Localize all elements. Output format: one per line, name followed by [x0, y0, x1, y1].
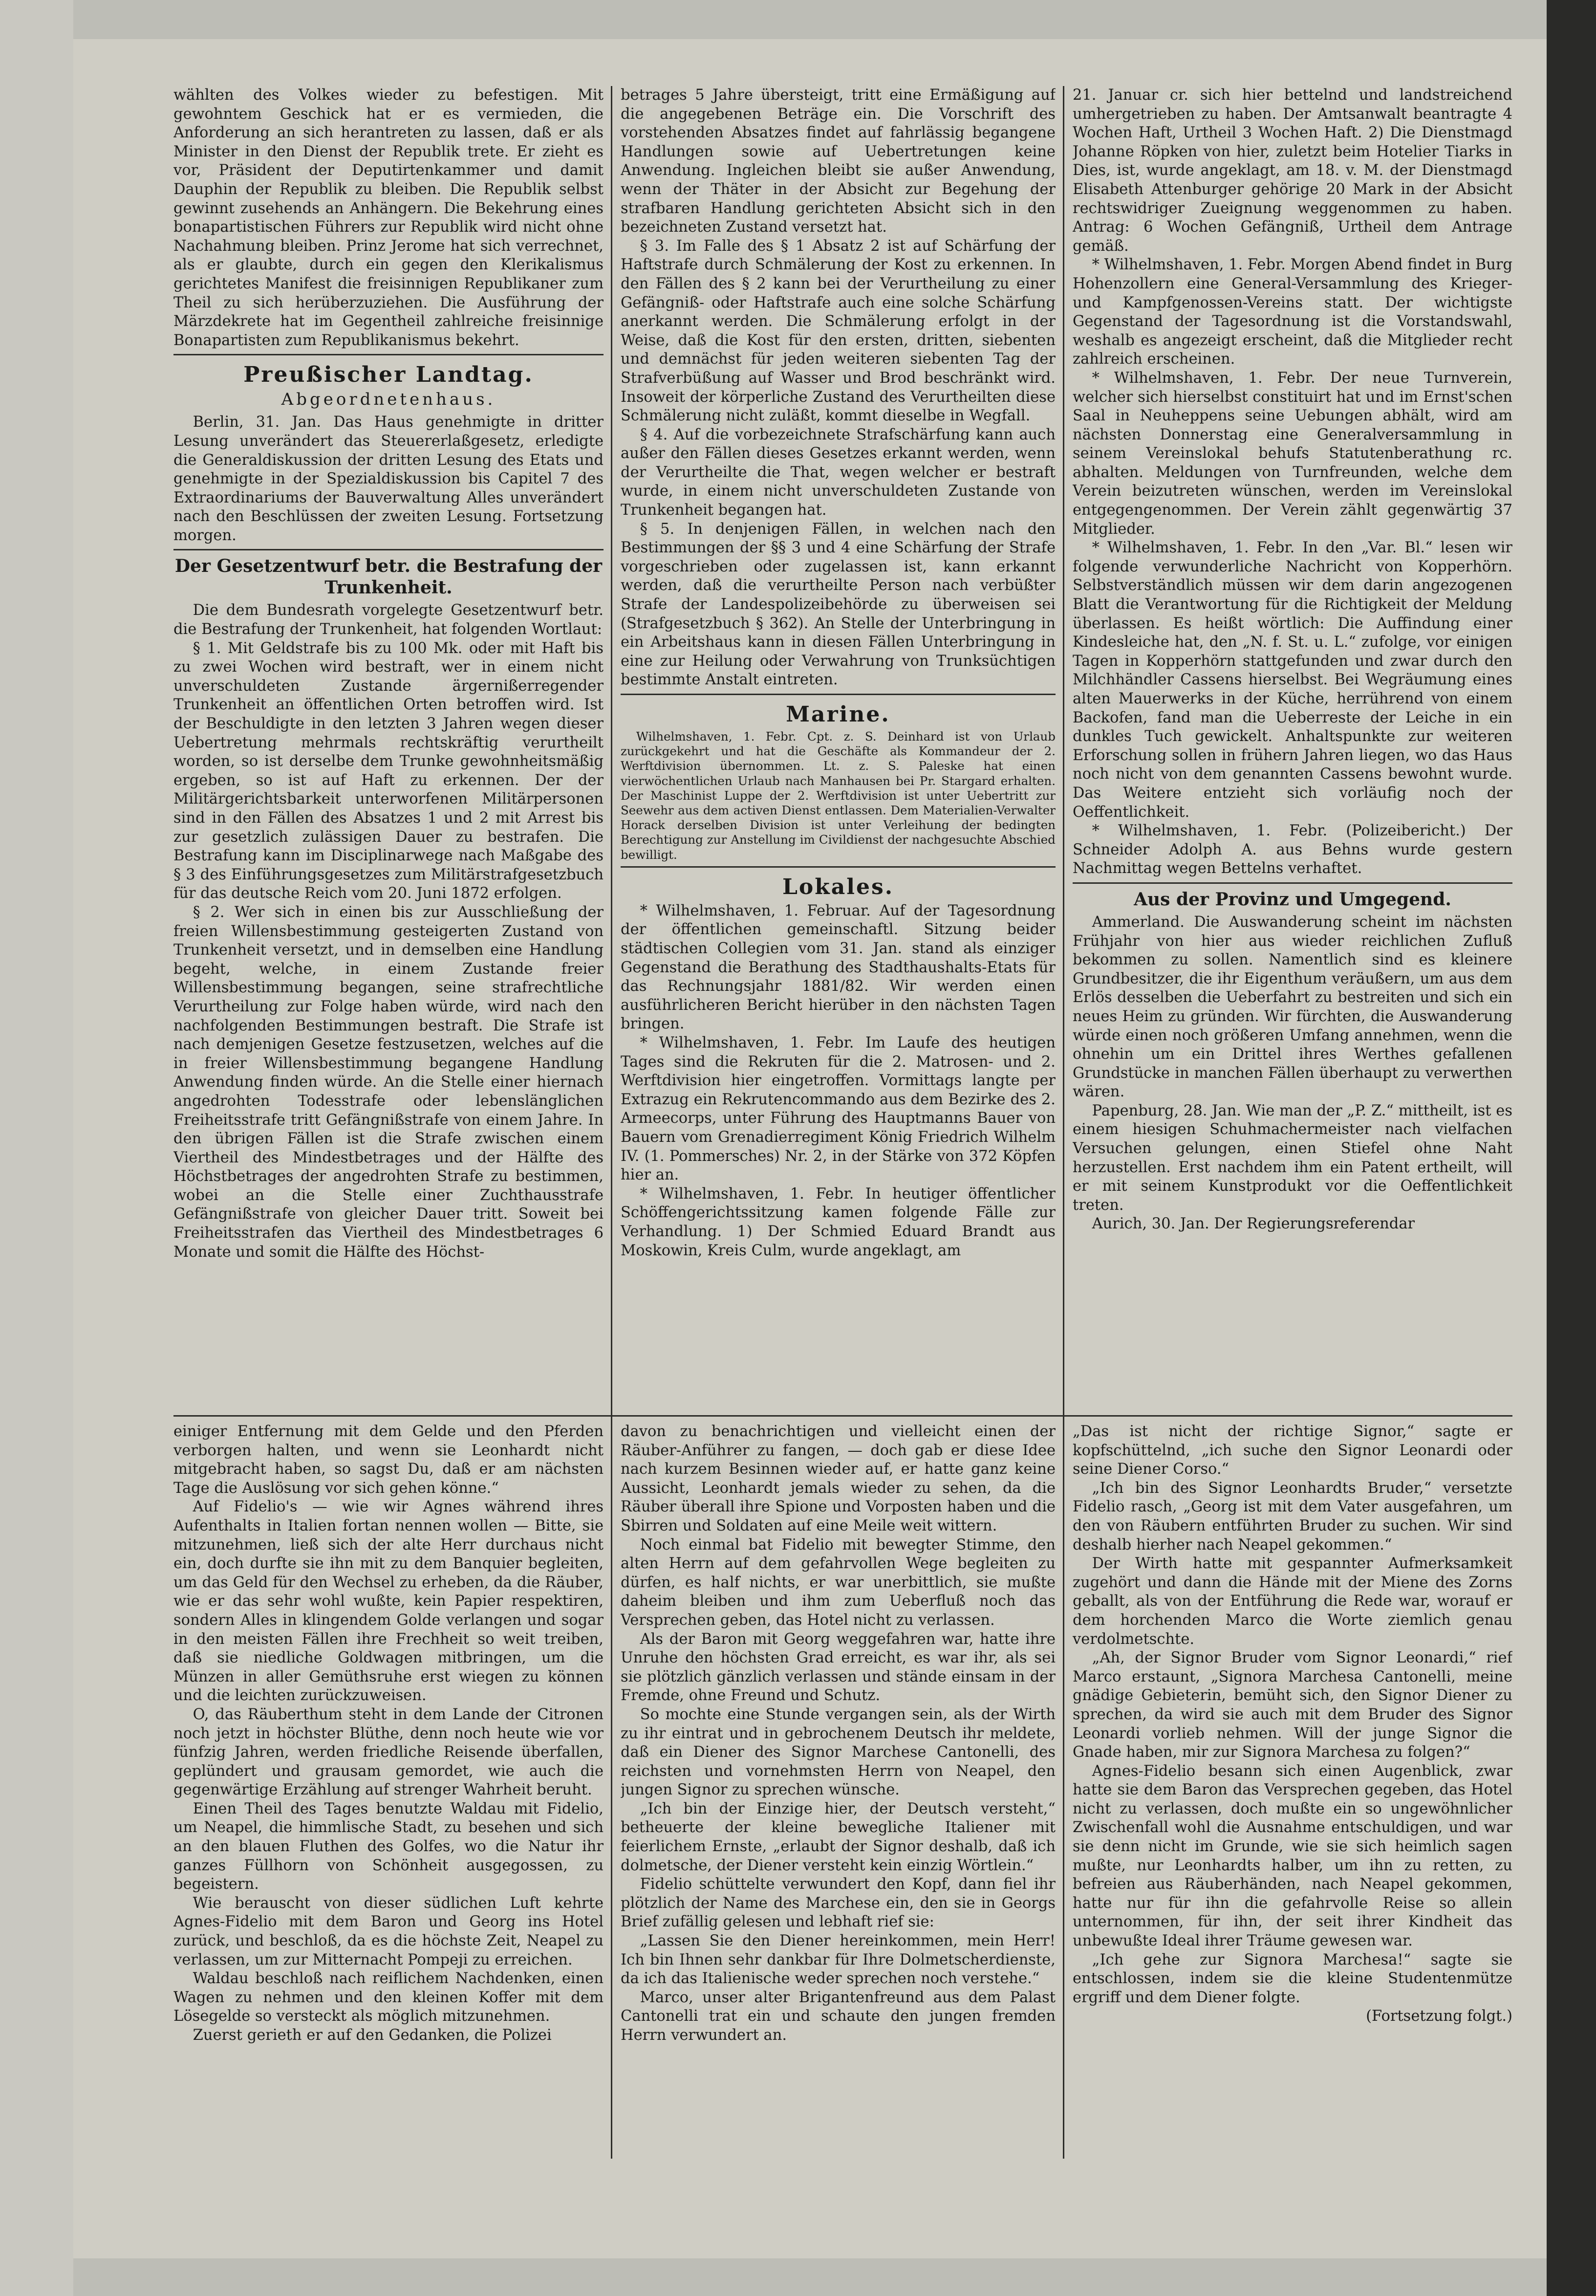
lokales-item-7: * Wilhelmshaven, 1. Febr. (Polizeibericht.) Der Schneider Adolph A. aus Behns wurde gestern Nachmittag wegen Bettelns verhaftet.: [1073, 822, 1512, 877]
gesetz-paragraph-3: § 3. Im Falle des § 1 Absatz 2 ist auf Schärfung der Haftstrafe durch Schmälerung der Kost zu erkennen. In den Fällen des § 2 kann bei der Verurtheilung zu einer Gefängniß- oder Haftstrafe auch eine solche Schärfung anerkannt werden. Die Schmälerung erfolgt in der Weise, daß die Kost für den ersten, dritten, siebenten und demnächst für jeden weiteren siebenten Tag der Strafverbüßung auf Wasser und Brod beschränkt wird. Insoweit der körperliche Zustand des Verurtheilten diese Schmälerung nicht zuläßt, kommt dieselbe in Wegfall.: [621, 237, 1056, 425]
continued-note: (Fortsetzung folgt.): [1366, 2008, 1512, 2025]
feuilleton-paragraph: „Lassen Sie den Diener hereinkommen, mein Herr! Ich bin Ihnen sehr dankbar für Ihre Dolmetscherdienste, da ich das Italienische weder sprechen noch verstehe.“: [621, 1932, 1056, 1988]
landtag-subheading: Abgeordnetenhaus.: [281, 390, 496, 410]
provinz-heading: Aus der Provinz und Umgegend.: [1134, 889, 1451, 910]
feuilleton-paragraph: Einen Theil des Tages benutzte Waldau mit Fidelio, um Neapel, die himmlische Stadt, zu besehen und sich an den blauen Fluthen des Golfes, wo die Natur ihr ganzes Füllhorn von Schönheit ausgegossen, zu begeistern.: [173, 1800, 604, 1893]
gesetz-intro: Die dem Bundesrath vorgelegte Gesetzentwurf betr. die Bestrafung der Trunkenheit, hat folgenden Wortlaut:: [173, 602, 604, 638]
feuilleton-column-1: [173, 1422, 604, 2165]
feuilleton-paragraph: O, das Räuberthum steht in dem Lande der Citronen noch jetzt in höchster Blüthe, denn noch heute wie vor fünfzig Jahren, werden friedliche Reisende überfallen, geplündert und grausam gemordet, wie auch die gegenwärtige Erzählung auf strenger Wahrheit beruht.: [173, 1706, 604, 1799]
lokales-continued: 21. Januar cr. sich hier bettelnd und landstreichend umhergetrieben zu haben. Der Amtsanwalt beantragte 4 Wochen Haft, Urtheil 3 Wochen Haft. 2) Die Dienstmagd Johanne Röpken von hier, zuletzt beim Hotelier Tiarks in Dies, ist, wurde angeklagt, am 18. v. M. der Dienstmagd Elisabeth Attenburger gehörige 20 Mark in der Absicht rechtswidriger Zueignung weggenommen zu haben. Antrag: 6 Wochen Gefängniß, Urtheil dem Antrage gemäß.: [1073, 87, 1512, 255]
feuilleton-paragraph: davon zu benachrichtigen und vielleicht einen der Räuber-Anführer zu fangen, — doch gab er diese Idee nach kurzem Besinnen wieder auf, er hatte ganz keine Aussicht, Leonhardt jemals wieder zu sehen, da die Räuber überall ihre Spione und Vorposten haben und die Sbirren und Soldaten auf eine Meile weit wittern.: [621, 1423, 1056, 1534]
feuilleton-column-2: [621, 1422, 1056, 2165]
feuilleton-paragraph: Wie berauscht von dieser südlichen Luft kehrte Agnes-Fidelio mit dem Baron und Georg ins Hotel zurück, und beschloß, da es die höchste Zeit, Neapel zu verlassen, um zur Mitternacht Pompeji zu erreichen.: [173, 1894, 604, 1968]
lokales-item-2: * Wilhelmshaven, 1. Febr. Im Laufe des heutigen Tages sind die Rekruten für die 2. Matrosen- und 2. Werftdivision hier eingetroffen. Vormittags langte per Extrazug ein Rekrutencommando aus dem Bezirke des 2. Armeecorps, unter Führung des Hauptmanns Bauer von Bauern vom Grenadierregiment König Friedrich Wilhelm IV. (1. Pommersches) Nr. 2, in der Stärke von 372 Köpfen hier an.: [621, 1034, 1056, 1184]
gesetz-continued: betrages 5 Jahre übersteigt, tritt eine Ermäßigung auf die angegebenen Beträge ein. Die Vorschrift des vorstehenden Absatzes findet auf fahrlässig begangene Handlungen sowie auf Uebertretungen keine Anwendung. Ingleichen bleibt sie außer Anwendung, wenn der Thäter in der Absicht zur Begehung der strafbaren Handlung gerichteten Absicht sich in den bezeichneten Zustand versetzt hat.: [621, 87, 1056, 236]
divider: [173, 354, 604, 355]
provinz-item-1: Ammerland. Die Auswanderung scheint im nächsten Frühjahr von hier aus wieder reichlichen Zufluß bekommen zu sollen. Namentlich sind es kleinere Grundbesitzer, die ihr Eigenthum veräußern, um aus dem Erlös desselben die Ueberfahrt zu bestreiten und sich ein neues Heim zu gründen. Wir fürchten, die Auswanderung würde einen noch größeren Umfang annehmen, wenn die ohnehin um ein Drittel ihres Werthes gefallenen Grundstücke in manchen Fällen überhaupt zu verwerthen wären.: [1073, 913, 1512, 1101]
feuilleton-paragraph: Zuerst gerieth er auf den Gedanken, die Polizei: [193, 2027, 552, 2044]
feuilleton-paragraph: „Ah, der Signor Bruder vom Signor Leonardi,“ rief Marco erstaunt, „Signora Marchesa Cantonelli, meine gnädige Gebieterin, bemüht sich, den Signor Diener zu sprechen, da wird sie auch mit dem Bruder des Signor Leonardi vorlieb nehmen. Will der junge Signor die Gnade haben, mir zur Signora Marchesa zu folgen?“: [1073, 1649, 1512, 1761]
marine-text: Wilhelmshaven, 1. Febr. Cpt. z. S. Deinhard ist von Urlaub zurückgekehrt und hat die Geschäfte als Kommandeur der 2. Werftdivision übernommen. Lt. z. S. Paleske hat einen vierwöchentlichen Urlaub nach Manhausen bei Pr. Stargard erhalten. Der Maschinist Luppe der 2. Werftdivision ist unter Uebertritt zur Seewehr aus dem activen Dienst entlassen. Dem Materialien-Verwalter Horack derselben Division ist unter Verleihung der bedingten Berechtigung zur Anstellung im Civildienst der nachgesuchte Abschied bewilligt.: [621, 729, 1056, 862]
column-2-upper: [621, 86, 1056, 1411]
gesetz-paragraph-1: § 1. Mit Geldstrafe bis zu 100 Mk. oder mit Haft bis zu zwei Wochen wird bestraft, wer in einem nicht unverschuldeten Zustande ärgernißerregender Trunkenheit an öffentlichen Orten betroffen wird. Ist der Beschuldigte in den letzten 3 Jahren wegen dieser Uebertretung mehrmals rechtskräftig verurtheilt worden, so ist derselbe dem Trunke gewohnheitsmäßig ergeben, so ist auf Haft zu erkennen. Der der Militärgerichtsbarkeit unterworfenen Militärpersonen sind in den Fällen des Absatzes 1 und 2 mit Arrest bis zur gesetzlich zulässigen Dauer zu bestrafen. Die Bestrafung kann im Disciplinarwege nach Maßgabe des § 3 des Einführungsgesetzes zum Militärstrafgesetzbuch für das deutsche Reich vom 20. Juni 1872 erfolgen.: [173, 639, 604, 902]
feuilleton-paragraph: „Ich bin der Einzige hier, der Deutsch versteht,“ betheuerte der kleine bewegliche Italiener mit feierlichem Ernste, „erlaubt der Signor deshalb, daß ich dolmetsche, der Diener versteht kein einzig Wörtlein.“: [621, 1800, 1056, 1874]
provinz-item-3: Aurich, 30. Jan. Der Regierungsreferendar: [1092, 1215, 1415, 1233]
gesetz-paragraph-4: § 4. Auf die vorbezeichnete Strafschärfung kann auch außer den Fällen dieses Gesetzes erkannt werden, wenn der Verurtheilte die That, wegen welcher er bestraft wurde, in einem nicht unverschuldeten Zustande von Trunkenheit begangen hat.: [621, 426, 1056, 519]
divider: [173, 549, 604, 550]
lokales-heading: Lokales.: [782, 874, 894, 899]
feuilleton-paragraph: „Ich gehe zur Signora Marchesa!“ sagte sie entschlossen, indem sie die kleine Studentenmütze ergriff und dem Diener folgte.: [1073, 1951, 1512, 2006]
feuilleton-paragraph: Fidelio schüttelte verwundert den Kopf, dann fiel ihr plötzlich der Name des Marchese ein, den sie in Georgs Brief zufällig gelesen und lebhaft rief sie:: [621, 1876, 1056, 1931]
feuilleton-paragraph: Noch einmal bat Fidelio mit bewegter Stimme, den alten Herrn auf dem gefahrvollen Wege begleiten zu dürfen, es half nichts, er war unerbittlich, sie mußte daheim bleiben und ihm zum Ueberfluß noch das Versprechen geben, das Hotel nicht zu verlassen.: [621, 1536, 1056, 1629]
feuilleton-paragraph: Auf Fidelio's — wie wir Agnes während ihres Aufenthalts in Italien fortan nennen wollen — Bitte, sie mitzunehmen, ließ sich der alte Herr durchaus nicht ein, doch durfte sie ihn mit zu dem Banquier begleiten, um das Geld für den Wechsel zu erheben, da die Räuber, wie er das sehr wohl wußte, kein Papier respektiren, sondern Alles in klingendem Golde verlangen und sogar in den meisten Fällen ihre Frechheit so weit treiben, daß sie niedliche Goldwagen mitbringen, um die Münzen in aller Gemüthsruhe erst wiegen zu können und die leichten zurückzuweisen.: [173, 1498, 604, 1705]
lokales-item-4: * Wilhelmshaven, 1. Febr. Morgen Abend findet in Burg Hohenzollern eine General-Versammlung des Krieger- und Kampfgenossen-Vereins statt. Der wichtigste Gegenstand der Tagesordnung ist die Vorstandswahl, weshalb es angezeigt erscheint, daß die Mitglieder recht zahlreich erscheinen.: [1073, 256, 1512, 368]
feuilleton-divider: [173, 1415, 1512, 1417]
divider: [621, 694, 1056, 695]
feuilleton-paragraph: So mochte eine Stunde vergangen sein, als der Wirth zu ihr eintrat und in gebrochenem Deutsch ihr meldete, daß ein Diener des Signor Marchese Cantonelli, des reichsten und vornehmsten Herrn von Neapel, den jungen Signor zu sprechen wünsche.: [621, 1706, 1056, 1799]
marine-heading: Marine.: [786, 702, 890, 727]
landtag-heading: Preußischer Landtag.: [243, 362, 534, 388]
lokales-item-5: * Wilhelmshaven, 1. Febr. Der neue Turnverein, welcher sich hierselbst constituirt hat und im Ernst'schen Saal in Neuheppens seine Uebungen abhält, wird am nächsten Donnerstag eine Generalversammlung in seinem Vereinslokal behufs Statutenberathung rc. abhalten. Meldungen von Turnfreunden, welche dem Verein beizutreten wünschen, werden im Vereinslokal entgegengenommen. Der Verein zählt gegenwärtig 37 Mitglieder.: [1073, 369, 1512, 538]
gesetz-paragraph-5: § 5. In denjenigen Fällen, in welchen nach den Bestimmungen der §§ 3 und 4 eine Schärfung der Strafe vorgeschrieben oder zugelassen ist, kann erkannt werden, daß die verurtheilte Person nach verbüßter Strafe der Landespolizeibehörde zu überweisen sei (Strafgesetzbuch § 362). An Stelle der Unterbringung in ein Arbeitshaus kann in diesen Fällen Unterbringung in eine zur Heilung oder Verwahrung von Trunksüchtigen bestimmte Anstalt eintreten.: [621, 520, 1056, 689]
column-1-upper: [173, 86, 604, 1411]
feuilleton-paragraph: Als der Baron mit Georg weggefahren war, hatte ihre Unruhe den höchsten Grad erreicht, es war ihr, als sei sie plötzlich gänzlich verlassen und stände einsam in der Fremde, ohne Freund und Schutz.: [621, 1630, 1056, 1705]
lokales-item-1: * Wilhelmshaven, 1. Februar. Auf der Tagesordnung der öffentlichen gemeinschaftl. Sitzung beider städtischen Collegien vom 31. Jan. stand als einziger Gegenstand die Berathung des Stadthaushalts-Etats für das Rechnungsjahr 1881/82. Wir werden einen ausführlicheren Bericht hierüber in den nächsten Tagen bringen.: [621, 902, 1056, 1033]
feuilleton-column-3: [1073, 1422, 1512, 2165]
lokales-item-6: * Wilhelmshaven, 1. Febr. In den „Var. Bl.“ lesen wir folgende verwunderliche Nachricht von Kopperhörn. Selbstverständlich müssen wir dem darin angezogenen Blatt die Verantwortung für die Richtigkeit der Meldung überlassen. Es heißt wörtlich: Die Auffindung einer Kindesleiche hat, den „N. f. St. u. L.“ zufolge, vor einigen Tagen in Kopperhörn stattgefunden und zwar durch den Milchhändler Cassens hierselbst. Bei Wegräumung eines alten Mauerwerks in der Küche, herrührend von einem Backofen, fand man die Ueberreste der Leiche in ein dunkles Tuch gewickelt. Anhaltspunkte zur weiteren Erforschung sollen in frühern Jahren liegen, wo das Haus noch nicht von dem genannten Cassens bewohnt wurde. Das Weitere entzieht sich vorläufig noch der Oeffentlichkeit.: [1073, 539, 1512, 821]
lokales-item-3: * Wilhelmshaven, 1. Febr. In heutiger öffentlicher Schöffengerichtssitzung kamen folgende Fälle zur Verhandlung. 1) Der Schmied Eduard Brandt aus Moskowin, Kreis Culm, wurde angeklagt, am: [621, 1185, 1056, 1259]
column-divider: [1063, 86, 1064, 2159]
newspaper-page: [73, 39, 1547, 2258]
feuilleton-paragraph: Marco, unser alter Brigantenfreund aus dem Palast Cantonelli trat ein und schaute den jungen fremden Herrn verwundert an.: [621, 1989, 1056, 2044]
divider: [621, 866, 1056, 868]
scan-right-margin: [1547, 0, 1596, 2296]
feuilleton-paragraph: „Das ist nicht der richtige Signor,“ sagte er kopfschüttelnd, „ich suche den Signor Leonardi oder seine Diener Corso.“: [1073, 1423, 1512, 1478]
feuilleton-paragraph: Der Wirth hatte mit gespannter Aufmerksamkeit zugehört und dann die Hände mit der Miene des Zorns geballt, als von der Entführung die Rede war, worauf er dem horchenden Marco die Worte ziemlich genau verdolmetschte.: [1073, 1555, 1512, 1648]
column-divider: [611, 86, 612, 2159]
feuilleton-paragraph: einiger Entfernung mit dem Gelde und den Pferden verborgen halten, und wenn sie Leonhardt nicht mitgebracht haben, so sagst Du, daß er am nächsten Tage die Auslösung vor sich gehen könne.“: [173, 1423, 604, 1497]
divider: [1073, 882, 1512, 884]
feuilleton-paragraph: „Ich bin des Signor Leonhardts Bruder,“ versetzte Fidelio rasch, „Georg ist mit dem Vater ausgefahren, um den von Räubern entführten Bruder zu suchen. Wir sind deshalb hierher nach Neapel gekommen.“: [1073, 1479, 1512, 1553]
landtag-text: Berlin, 31. Jan. Das Haus genehmigte in dritter Lesung unverändert das Steuererlaßgesetz, erledigte die Generaldiskussion der dritten Lesung des Etats und genehmigte in der Spezialdiskussion bis Capitel 7 des Extraordinariums der Bauverwaltung Alles unverändert nach den Beschlüssen der zweiten Lesung. Fortsetzung morgen.: [173, 414, 604, 544]
column-3-upper: [1073, 86, 1512, 1411]
provinz-item-2: Papenburg, 28. Jan. Wie man der „P. Z.“ mittheilt, ist es einem hiesigen Schuhmachermeister nach vielfachen Versuchen gelungen, einen Stiefel ohne Naht herzustellen. Erst nachdem ihm ein Patent ertheilt, will er mit seinem Kunstprodukt vor die Oeffentlichkeit treten.: [1073, 1102, 1512, 1214]
gesetz-paragraph-2: § 2. Wer sich in einen bis zur Ausschließung der freien Willensbestimmung gesteigerten Zustand von Trunkenheit versetzt, und in demselben eine Handlung begeht, welche, in einem Zustande freier Willensbestimmung begangen, seine strafrechtliche Verurtheilung zur Folge haben würde, wird nach den nachfolgenden Bestimmungen bestraft. Die Strafe ist nach demjenigen Gesetze festzusetzen, welches auf die in freier Willensbestimmung begangene Handlung Anwendung finden würde. An die Stelle einer hiernach angedrohten Todesstrafe oder lebenslänglichen Freiheitsstrafe tritt Gefängnißstrafe von einem Jahre. In den übrigen Fällen ist die Strafe zwischen einem Viertheil des Mindestbetrages und der Hälfte des Höchstbetrages der angedrohten Strafe zu bestimmen, wobei an die Stelle einer Zuchthausstrafe Gefängnißstrafe von gleicher Dauer tritt. Soweit bei Freiheitsstrafen das Viertheil des Mindestbetrages 6 Monate und somit die Hälfte des Höchst-: [173, 903, 604, 1261]
feuilleton-paragraph: Agnes-Fidelio besann sich einen Augenblick, zwar hatte sie dem Baron das Versprechen gegeben, das Hotel nicht zu verlassen, doch mußte ein so ungewöhnlicher Zwischenfall wohl die Ausnahme entschuldigen, und war sie denn nicht im Grunde, wie sie sich heimlich sagen mußte, nur Leonhardts halber, um ihn zu retten, zu befreien aus Räuberhänden, nach Neapel gekommen, hatte nur für ihn die gefahrvolle Reise so allein unternommen, für ihn, der seit ihrer Kindheit das unbewußte Ideal ihrer Träume gewesen war.: [1073, 1762, 1512, 1950]
feuilleton-paragraph: Waldau beschloß nach reiflichem Nachdenken, einen Wagen zu nehmen und den kleinen Koffer mit dem Lösegelde so versteckt als möglich mitzunehmen.: [173, 1970, 604, 2025]
gesetz-heading: Der Gesetzentwurf betr. die Bestrafung der Trunkenheit.: [174, 556, 603, 598]
article-intro-text: wählten des Volkes wieder zu befestigen. Mit gewohntem Geschick hat er es vermieden, die Anforderung an sich herantreten zu lassen, daß er als Minister in den Dienst der Republik trete. Er zieht es vor, Präsident der Deputirtenkammer und damit Dauphin der Republik zu bleiben. Die Republik selbst gewinnt zusehends an Anhängern. Die Bekehrung eines bonapartistischen Führers zur Republik wird nicht ohne Nachahmung bleiben. Prinz Jerome hat sich verrechnet, als er glaubte, durch ein gegen den Klerikalismus gerichtetes Manifest die freisinnigen Republikaner zum Theil zu sich herüberzuziehen. Die Ausführung der Märzdekrete hat im Gegentheil zahlreiche freisinnige Bonapartisten zum Republikanismus bekehrt.: [173, 87, 604, 349]
scan-left-margin: [0, 0, 73, 2296]
